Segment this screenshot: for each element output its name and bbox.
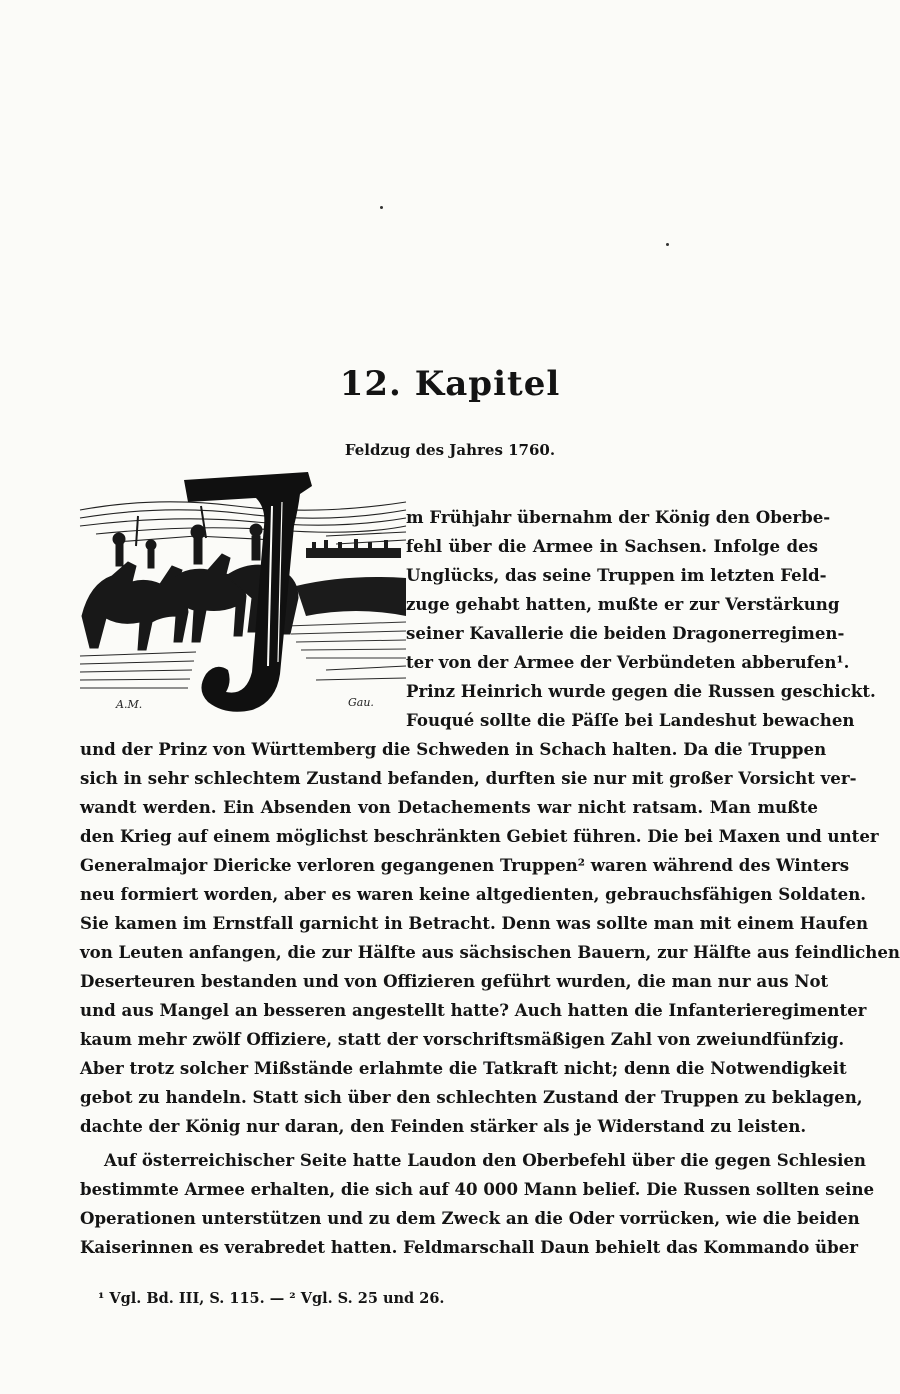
text-line: Prinz Heinrich wurde gegen die Russen geschickt.: [406, 681, 876, 701]
text-line: und der Prinz von Württemberg die Schweden in Schach halten. Da die Truppen: [80, 739, 827, 759]
text-line: neu formiert worden, aber es waren keine altgedienten, gebrauchsfähigen Soldaten.: [80, 884, 867, 904]
chapter-title: 12. Kapitel: [339, 364, 561, 404]
text-line: Operationen unterstützen und zu dem Zweck an die Oder vorrücken, wie die beiden: [80, 1208, 860, 1228]
text-line: Aber trotz solcher Mißstände erlahmte die Tatkraft nicht; denn die Notwendigkeit: [80, 1058, 847, 1078]
text-line: seiner Kavallerie die beiden Dragonerregimen-: [406, 623, 845, 643]
text-line: von Leuten anfangen, die zur Hälfte aus sächsischen Bauern, zur Hälfte aus feindlichen: [80, 942, 900, 962]
drop-cap-illustration: [76, 466, 406, 716]
text-line: den Krieg auf einem möglichst beschränkten Gebiet führen. Die bei Maxen und unter: [80, 826, 879, 846]
text-line: bestimmte Armee erhalten, die sich auf 40 000 Mann belief. Die Russen sollten seine: [80, 1179, 875, 1199]
text-line: gebot zu handeln. Statt sich über den schlechten Zustand der Truppen zu beklagen,: [80, 1087, 863, 1107]
text-line: dachte der König nur daran, den Feinden stärker als je Widerstand zu leisten.: [80, 1116, 807, 1136]
text-line: wandt werden. Ein Absenden von Detachements war nicht ratsam. Man mußte: [80, 797, 818, 817]
text-line: m Frühjahr übernahm der König den Oberbe-: [406, 507, 831, 527]
cavalry-scene-engraving: [76, 466, 406, 716]
text-line: Deserteuren bestanden und von Offizieren geführt wurden, die man nur aus Not: [80, 971, 829, 991]
text-line: Sie kamen im Ernstfall garnicht in Betracht. Denn was sollte man mit einem Haufen: [80, 913, 869, 933]
print-speck: [380, 206, 383, 209]
print-speck: [666, 243, 669, 246]
text-line: kaum mehr zwölf Offiziere, statt der vorschriftsmäßigen Zahl von zweiundfünfzig.: [80, 1029, 845, 1049]
text-line: fehl über die Armee in Sachsen. Infolge des: [406, 536, 818, 556]
signature-right: Gau.: [348, 696, 374, 709]
footnote: ¹ Vgl. Bd. III, S. 115. — ² Vgl. S. 25 und 26.: [98, 1290, 445, 1307]
text-line: ter von der Armee der Verbündeten abberufen¹.: [406, 652, 850, 672]
text-line: Fouqué sollte die Päſſe bei Landeshut bewachen: [406, 710, 855, 730]
chapter-subtitle: Feldzug des Jahres 1760.: [344, 441, 556, 459]
text-line: Kaiserinnen es verabredet hatten. Feldmarschall Daun behielt das Kommando über: [80, 1237, 859, 1257]
signature-left: A.M.: [116, 698, 143, 711]
text-line: Generalmajor Diericke verloren gegangenen Truppen² waren während des Winters: [80, 855, 850, 875]
text-line: Auf österreichischer Seite hatte Laudon den Oberbefehl über die gegen Schlesien: [104, 1150, 866, 1170]
text-line: Unglücks, das seine Truppen im letzten Feld-: [406, 565, 827, 585]
text-line: zuge gehabt hatten, mußte er zur Verstärkung: [406, 594, 840, 614]
text-line: und aus Mangel an besseren angestellt hatte? Auch hatten die Infanterieregimenter: [80, 1000, 867, 1020]
text-line: sich in sehr schlechtem Zustand befanden, durften sie nur mit großer Vorsicht ver-: [80, 768, 857, 788]
